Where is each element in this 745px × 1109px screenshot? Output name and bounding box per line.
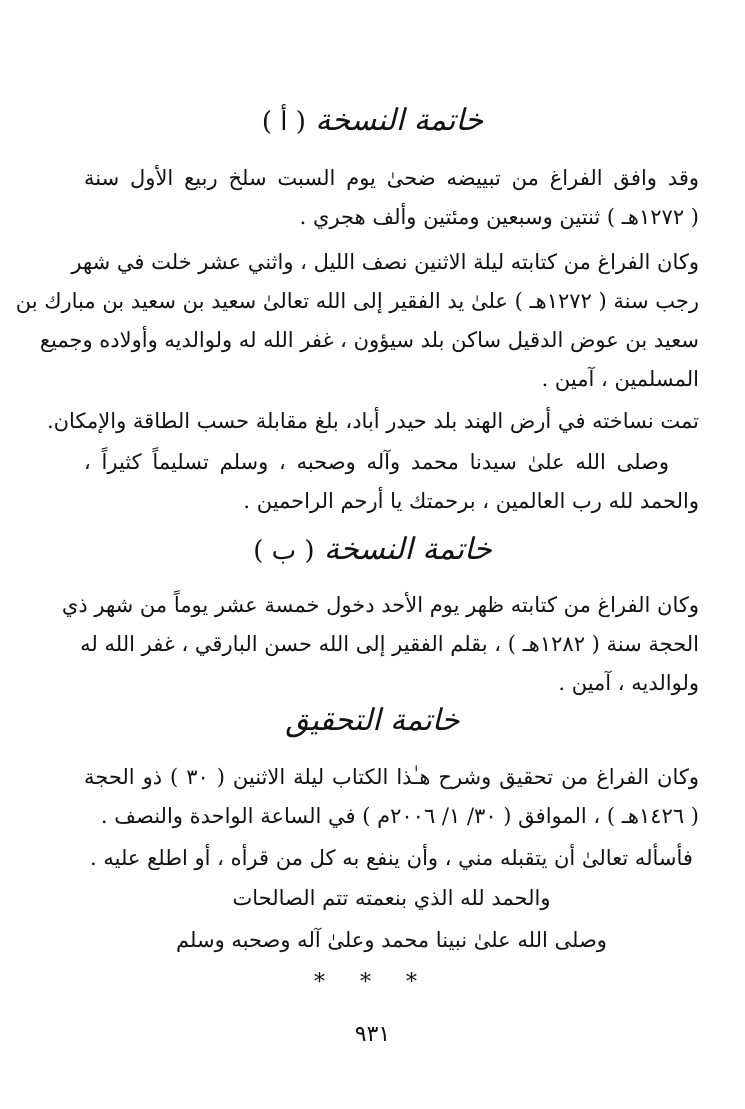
page-number: ٩٣١ bbox=[354, 1022, 391, 1047]
text-line: رجب سنة ( ١٢٧٢هـ ) علىٰ يد الفقير إلى الله تعالىٰ سعيد بن سعيد بن مبارك بن bbox=[15, 289, 699, 313]
text-line: والحمد لله رب العالمين ، برحمتك يا أرحم الراحمين . bbox=[243, 489, 699, 513]
text-line: وكان الفراغ من كتابته ظهر يوم الأحد دخول خمسة عشر يوماً من شهر ذي bbox=[61, 593, 699, 617]
section-title-a bbox=[0, 103, 745, 138]
section-title-tahqiq bbox=[0, 703, 745, 738]
text-line: الحجة سنة ( ١٢٨٢هـ ) ، بقلم الفقير إلى الله حسن البارقي ، غفر الله له bbox=[80, 632, 699, 656]
text-line: وكان الفراغ من تحقيق وشرح هـٰذا الكتاب ليلة الاثنين ( ٣٠ ) ذو الحجة bbox=[84, 765, 699, 789]
section-title-text: خاتمة النسخة bbox=[324, 532, 492, 567]
stars-separator: * * * bbox=[314, 970, 431, 995]
section-title-text: خاتمة النسخة bbox=[315, 103, 484, 138]
text-line: ولوالديه ، آمين . bbox=[558, 671, 699, 695]
section-title-b bbox=[0, 532, 745, 567]
text-line: والحمد لله الذي بنعمته تتم الصالحات bbox=[232, 886, 551, 910]
text-line: ( ١٤٢٦هـ ) ، الموافق ( ٣٠/ ١/ ٢٠٠٦م ) في الساعة الواحدة والنصف . bbox=[100, 804, 699, 828]
text-line: المسلمين ، آمين . bbox=[541, 367, 699, 391]
text-line: وكان الفراغ من كتابته ليلة الاثنين نصف الليل ، واثني عشر خلت في شهر bbox=[71, 250, 699, 274]
text-line: تمت نساخته في أرض الهند بلد حيدر أباد، بلغ مقابلة حسب الطاقة والإمكان. bbox=[46, 409, 699, 433]
section-title-text: خاتمة التحقيق bbox=[285, 703, 460, 738]
text-line: سعيد بن عوض الدقيل ساكن بلد سيؤون ، غفر الله له ولوالديه وأولاده وجميع bbox=[39, 328, 699, 352]
text-line: وصلى الله علىٰ نبينا محمد وعلىٰ آله وصحبه وسلم bbox=[176, 928, 607, 952]
section-title-suffix: ( ب ) bbox=[253, 536, 315, 566]
text-line: ( ١٢٧٢هـ ) ثنتين وسبعين ومئتين وألف هجري . bbox=[299, 205, 699, 229]
text-line: فأسأله تعالىٰ أن يتقبله مني ، وأن ينفع به كل من قرأه ، أو اطلع عليه . bbox=[90, 846, 693, 870]
section-title-suffix: ( أ ) bbox=[261, 107, 306, 137]
text-line: وصلى الله علىٰ سيدنا محمد وآله وصحبه ، وسلم تسليماً كثيراً ، bbox=[84, 450, 669, 474]
text-line: وقد وافق الفراغ من تبييضه ضحىٰ يوم السبت سلخ ربيع الأول سنة bbox=[84, 166, 699, 190]
